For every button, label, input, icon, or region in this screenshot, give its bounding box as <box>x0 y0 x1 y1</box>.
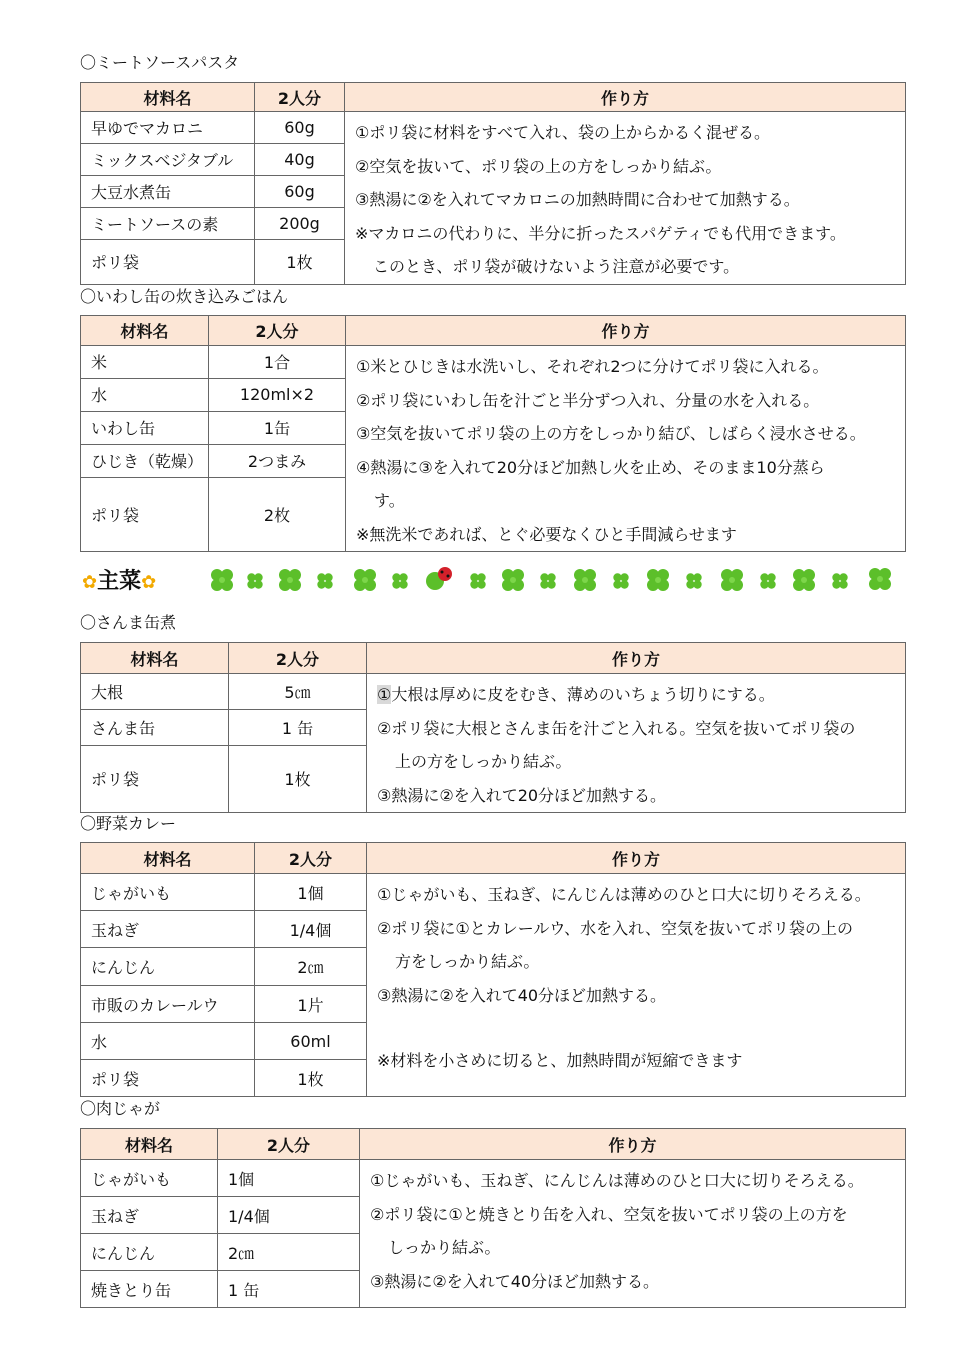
step-line: ②ポリ袋に①とカレールウ、水を入れ、空気を抜いてポリ袋の上の <box>377 918 854 938</box>
main-dish-title: 主菜 <box>97 569 142 594</box>
header-steps: 作り方 <box>367 843 906 874</box>
step-line: ④熱湯に③を入れて20分ほど加熱し火を止め、そのまま10分蒸ら <box>356 457 825 477</box>
header-steps: 作り方 <box>367 643 906 674</box>
step-line: ※無洗米であれば、とぐ必要なくひと手間減らせます <box>356 524 737 544</box>
header-ingredient: 材料名 <box>81 843 255 874</box>
ingredient-qty: 1 缶 <box>229 709 367 745</box>
clover-icon <box>470 573 485 588</box>
clover-icon <box>793 569 815 591</box>
step-number-highlight: ① <box>377 685 392 704</box>
header-steps: 作り方 <box>360 1129 906 1160</box>
step-line: す。 <box>374 491 405 510</box>
ingredient-name: にんじん <box>81 1234 218 1271</box>
clover-icon <box>279 569 301 591</box>
clover-icon <box>686 573 701 588</box>
ingredient-qty: 1枚 <box>255 240 345 284</box>
ingredient-qty: 1 缶 <box>218 1271 360 1308</box>
step-line: ①じゃがいも、玉ねぎ、にんじんは薄めのひと口大に切りそろえる。 <box>370 1171 864 1190</box>
step-line: ③空気を抜いてポリ袋の上の方をしっかり結び、しばらく浸水させる。 <box>356 424 866 443</box>
header-qty: 2人分 <box>209 316 346 346</box>
header-ingredient: 材料名 <box>81 1129 218 1160</box>
step-line: ③熱湯に②を入れてマカロニの加熱時間に合わせて加熱する。 <box>355 190 800 209</box>
ingredient-qty: 1枚 <box>255 1060 367 1097</box>
ingredient-qty: 1/4個 <box>255 911 367 948</box>
header-ingredient: 材料名 <box>81 83 255 112</box>
steps-cell <box>346 346 906 552</box>
header-steps: 作り方 <box>345 83 906 112</box>
ingredient-name: 大根 <box>81 674 229 710</box>
ingredient-name: 大豆水煮缶 <box>81 176 255 208</box>
header-ingredient: 材料名 <box>81 316 209 346</box>
clover-icon <box>502 569 524 591</box>
ingredient-qty: 200g <box>255 208 345 240</box>
ingredient-qty: 120ml×2 <box>209 378 346 411</box>
ingredient-qty: 1缶 <box>209 411 346 444</box>
ingredient-name: ひじき（乾燥） <box>81 444 209 477</box>
clover-icon <box>317 573 332 588</box>
header-qty: 2人分 <box>255 843 367 874</box>
recipe-table <box>80 1128 906 1308</box>
ingredient-qty: 1片 <box>255 986 367 1023</box>
step-line: ①じゃがいも、玉ねぎ、にんじんは薄めのひと口大に切りそろえる。 <box>377 885 871 904</box>
step-line: 方をしっかり結ぶ。 <box>395 952 540 971</box>
ingredient-name: 玉ねぎ <box>81 1197 218 1234</box>
ingredient-qty: 1個 <box>218 1160 360 1197</box>
clover-icon <box>832 573 847 588</box>
recipe-table <box>80 315 906 552</box>
ingredient-qty: 60g <box>255 112 345 144</box>
ingredient-qty: 2枚 <box>209 477 346 551</box>
flower-icon: ✿ <box>141 572 157 593</box>
recipe-title: 〇野菜カレー <box>80 814 177 833</box>
ingredient-qty: 1合 <box>209 346 346 379</box>
ingredient-qty: 5㎝ <box>229 674 367 710</box>
ingredient-name: にんじん <box>81 948 255 986</box>
recipe-table <box>80 842 906 1097</box>
step-line: このとき、ポリ袋が破けないよう注意が必要です。 <box>373 257 740 276</box>
step-line: ②ポリ袋に①と焼きとり缶を入れ、空気を抜いてポリ袋の上の方を <box>370 1204 848 1224</box>
header-qty: 2人分 <box>229 643 367 674</box>
clover-icon <box>721 569 743 591</box>
clover-banner <box>80 560 906 600</box>
header-ingredient: 材料名 <box>81 643 229 674</box>
ingredient-qty: 40g <box>255 144 345 176</box>
step-line: ②ポリ袋に大根とさんま缶を汁ごと入れる。空気を抜いてポリ袋の <box>377 718 856 738</box>
header-qty: 2人分 <box>255 83 345 112</box>
ingredient-name: 焼きとり缶 <box>81 1271 218 1308</box>
ingredient-qty: 2つまみ <box>209 444 346 477</box>
recipe-title: 〇肉じゃが <box>80 1099 161 1118</box>
clover-icon <box>540 573 555 588</box>
recipe-title: 〇さんま缶煮 <box>80 613 177 632</box>
step-line: ※マカロニの代わりに、半分に折ったスパゲティでも代用できます。 <box>355 223 846 243</box>
ingredient-name: ポリ袋 <box>81 477 209 551</box>
step-line: ③熱湯に②を入れて40分ほど加熱する。 <box>370 1271 660 1291</box>
flower-icon: ✿ <box>82 572 98 593</box>
step-line: しっかり結ぶ。 <box>388 1238 501 1257</box>
ingredient-name: 早ゆでマカロニ <box>81 112 255 144</box>
ingredient-name: ポリ袋 <box>81 1060 255 1097</box>
steps-cell <box>345 112 906 285</box>
clover-icon <box>647 569 669 591</box>
steps-cell <box>360 1160 906 1308</box>
clover-icon <box>354 569 376 591</box>
step-line: ※材料を小さめに切ると、加熱時間が短縮できます <box>377 1051 743 1070</box>
step-line: ①米とひじきは水洗いし、それぞれ2つに分けてポリ袋に入れる。 <box>356 357 829 376</box>
step-line: ②ポリ袋にいわし缶を汁ごと半分ずつ入れ、分量の水を入れる。 <box>356 390 820 410</box>
recipe-table <box>80 82 906 285</box>
clover-icon <box>211 569 233 591</box>
ingredient-qty: 2㎝ <box>218 1234 360 1271</box>
ingredient-name: じゃがいも <box>81 1160 218 1197</box>
clover-icon <box>574 569 596 591</box>
recipe-title: 〇いわし缶の炊き込みごはん <box>80 287 289 306</box>
clover-icon <box>247 573 262 588</box>
ingredient-name: ミックスベジタブル <box>81 144 255 176</box>
ingredient-name: 市販のカレールウ <box>81 986 255 1023</box>
ingredient-name: じゃがいも <box>81 874 255 911</box>
step-line: ①ポリ袋に材料をすべて入れ、袋の上からかるく混ぜる。 <box>355 123 770 142</box>
steps-cell <box>367 874 906 1097</box>
ingredient-qty: 1/4個 <box>218 1197 360 1234</box>
ingredient-name: 水 <box>81 1023 255 1060</box>
header-steps: 作り方 <box>346 316 906 346</box>
step-line: ②空気を抜いて、ポリ袋の上の方をしっかり結ぶ。 <box>355 156 722 176</box>
header-qty: 2人分 <box>218 1129 360 1160</box>
ladybug-icon <box>426 567 452 590</box>
recipe-title: 〇ミートソースパスタ <box>80 53 240 72</box>
ingredient-name: いわし缶 <box>81 411 209 444</box>
ingredient-qty: 60g <box>255 176 345 208</box>
ingredient-name: 米 <box>81 346 209 379</box>
clover-icon <box>760 573 775 588</box>
ingredient-qty: 2㎝ <box>255 948 367 986</box>
ingredient-name: 水 <box>81 378 209 411</box>
ingredient-name: ポリ袋 <box>81 745 229 812</box>
step-line: ③熱湯に②を入れて40分ほど加熱する。 <box>377 985 667 1005</box>
ingredient-qty: 1個 <box>255 874 367 911</box>
clover-icon <box>613 573 628 588</box>
ingredient-name: 玉ねぎ <box>81 911 255 948</box>
clover-icon <box>392 573 407 588</box>
ingredient-name: ポリ袋 <box>81 240 255 284</box>
step-line: ③熱湯に②を入れて20分ほど加熱する。 <box>377 785 667 805</box>
ingredient-qty: 60ml <box>255 1023 367 1060</box>
steps-cell <box>367 674 906 813</box>
ingredient-name: さんま缶 <box>81 709 229 745</box>
ingredient-qty: 1枚 <box>229 745 367 812</box>
step-line: 上の方をしっかり結ぶ。 <box>395 752 572 771</box>
recipe-table <box>80 642 906 813</box>
ingredient-name: ミートソースの素 <box>81 208 255 240</box>
clover-icon <box>869 568 891 590</box>
step-line: ①大根は厚めに皮をむき、薄めのいちょう切りにする。 <box>377 685 775 704</box>
